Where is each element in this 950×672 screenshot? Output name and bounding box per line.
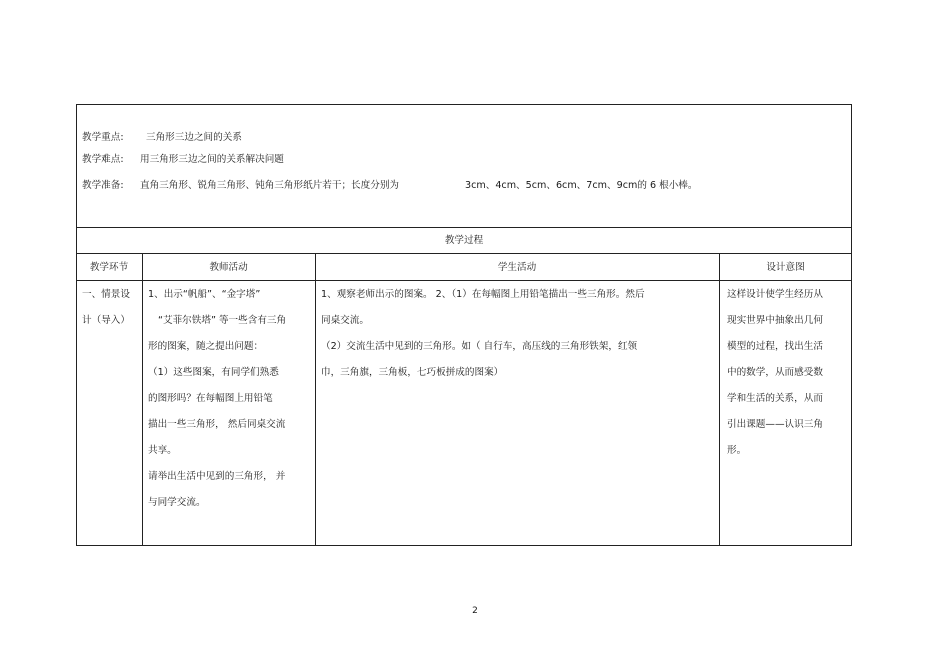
teacher-line: 形的图案，随之提出问题：	[148, 341, 264, 352]
column-header-teacher: 教师活动	[209, 262, 248, 273]
teacher-line: 与同学交流。	[148, 497, 206, 508]
page-number: 2	[472, 606, 478, 616]
student-line: 同桌交流。	[321, 315, 369, 326]
process-title: 教学过程	[444, 235, 484, 246]
teacher-line: 共享。	[148, 445, 177, 456]
intent-line: 引出课题——认识三角	[727, 419, 823, 430]
difficulty-text: 用三角形三边之间的关系解决问题	[140, 154, 284, 165]
prep-text-a: 直角三角形、锐角三角形、钝角三角形纸片若干；长度分别为	[140, 180, 400, 191]
student-activity-cell	[321, 282, 716, 386]
intent-line: 学和生活的关系，从而	[727, 393, 823, 404]
student-line: （2）交流生活中见到的三角形。如（ 自行车，高压线的三角形铁架，红领	[321, 341, 638, 352]
column-header-intent: 设计意图	[766, 262, 805, 273]
column-divider-1	[142, 253, 143, 546]
info-section-divider	[76, 227, 852, 228]
column-divider-3	[719, 253, 720, 546]
teacher-line: （1）这些图案，有同学们熟悉	[148, 367, 279, 378]
intent-line: 这样设计使学生经历从	[727, 289, 823, 300]
intent-line: 现实世界中抽象出几何	[727, 315, 823, 326]
stage-cell	[82, 282, 142, 334]
teacher-line: 描出一些三角形， 然后同桌交流	[148, 419, 286, 430]
focus-text: 三角形三边之间的关系	[146, 132, 242, 143]
teacher-line: 1、出示“帆船”、“金字塔”	[148, 289, 261, 300]
stage-line: 计（导入）	[82, 315, 130, 326]
column-header-stage: 教学环节	[89, 262, 129, 273]
column-divider-2	[315, 253, 316, 546]
design-intent-cell	[727, 282, 851, 464]
teacher-line: 请举出生活中见到的三角形， 并	[148, 471, 286, 482]
teacher-line: “艾菲尔铁塔” 等一些含有三角	[158, 315, 287, 326]
student-line: 1、观察老师出示的图案。 2、（1）在每幅图上用铅笔描出一些三角形。然后	[321, 289, 645, 300]
prep-label: 教学准备:	[82, 180, 124, 191]
teacher-line: 的图形吗？在每幅图上用铅笔	[148, 393, 273, 404]
process-title-divider	[76, 253, 852, 254]
stage-line: 一、情景设	[82, 289, 130, 300]
student-line: 巾，三角旗，三角板，七巧板拼成的图案）	[321, 367, 504, 378]
focus-label: 教学重点:	[82, 132, 124, 143]
intent-line: 中的数学，从而感受数	[727, 367, 823, 378]
teacher-activity-cell	[148, 282, 313, 516]
intent-line: 形。	[727, 445, 747, 456]
prep-text-b: 3cm、4cm、5cm、6cm、7cm、9cm的 6 根小棒。	[465, 180, 698, 191]
column-header-student: 学生活动	[497, 262, 537, 273]
intent-line: 模型的过程，找出生活	[727, 341, 823, 352]
column-header-divider	[76, 280, 852, 281]
difficulty-label: 教学难点:	[82, 154, 124, 165]
